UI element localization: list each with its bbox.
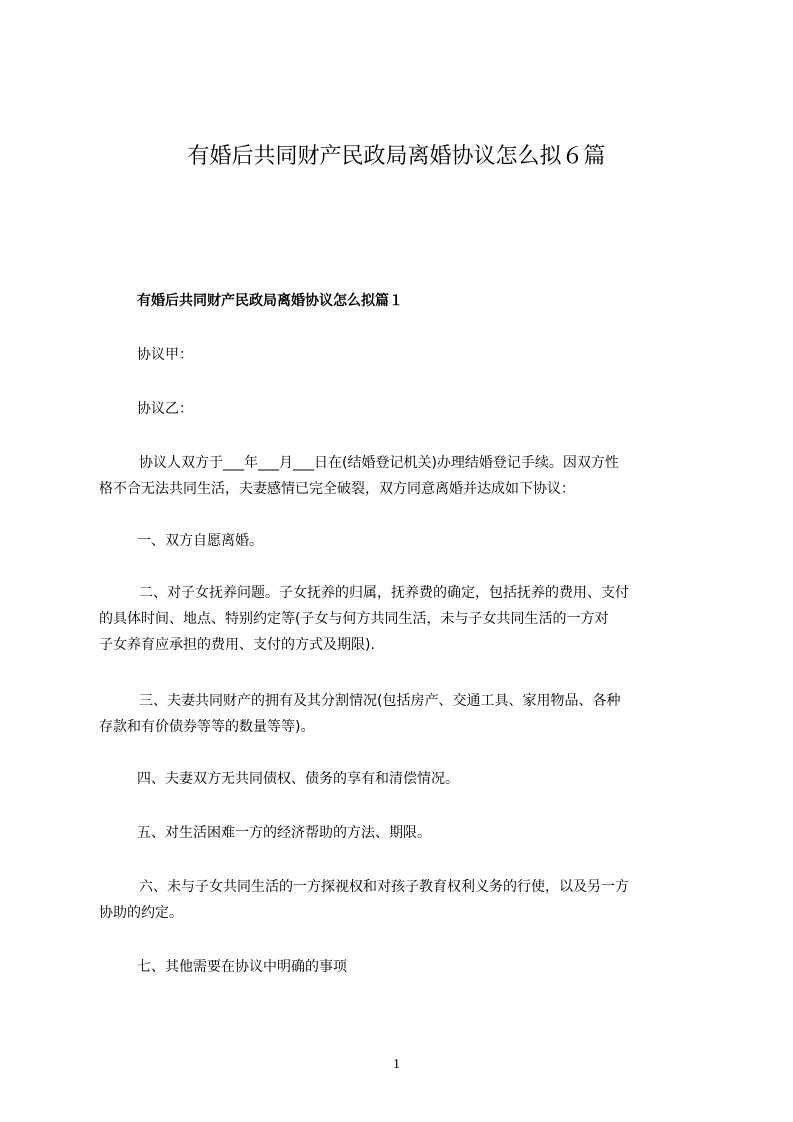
clause-2 bbox=[99, 580, 709, 658]
intro-line-1: 协议人双方于___年___月___日在(结婚登记机关)办理结婚登记手续。因双方性 bbox=[139, 455, 619, 471]
party-b-label: 协议乙： bbox=[137, 401, 193, 417]
page-number: 1 bbox=[393, 1057, 400, 1072]
clause-7: 七、其他需要在协议中明确的事项 bbox=[137, 959, 347, 975]
clause-4: 四、夫妻双方无共同债权、债务的享有和清偿情况。 bbox=[137, 771, 459, 787]
clause-6-line-1: 六、未与子女共同生活的一方探视权和对孩子教育权利义务的行使，以及另一方 bbox=[139, 879, 629, 895]
clause-6-line-2: 协助的约定。 bbox=[99, 905, 183, 921]
clause-3-line-2: 存款和有价债券等等的数量等等)。 bbox=[99, 719, 315, 735]
clause-6 bbox=[99, 874, 709, 926]
section-heading: 有婚后共同财产民政局离婚协议怎么拟篇１ bbox=[137, 293, 403, 309]
document-title: 有婚后共同财产民政局离婚协议怎么拟６篇 bbox=[187, 144, 606, 169]
party-a-label: 协议甲： bbox=[137, 347, 193, 363]
clause-2-line-2: 的具体时间、地点、特别约定等(子女与何方共同生活，未与子女共同生活的一方对 bbox=[99, 611, 609, 627]
clause-2-line-3: 子女养育应承担的费用、支付的方式及期限). bbox=[99, 637, 375, 653]
clause-1: 一、双方自愿离婚。 bbox=[137, 533, 263, 549]
clause-3 bbox=[99, 688, 709, 740]
clause-3-line-1: 三、夫妻共同财产的拥有及其分割情况(包括房产、交通工具、家用物品、各种 bbox=[139, 693, 621, 709]
clause-2-line-1: 二、对子女抚养问题。子女抚养的归属，抚养费的确定，包括抚养的费用、支付 bbox=[139, 585, 629, 601]
intro-line-2: 格不合无法共同生活，夫妻感情已完全破裂，双方同意离婚并达成如下协议： bbox=[99, 481, 575, 497]
intro-paragraph bbox=[99, 450, 709, 502]
clause-5: 五、对生活困难一方的经济帮助的方法、期限。 bbox=[137, 825, 431, 841]
